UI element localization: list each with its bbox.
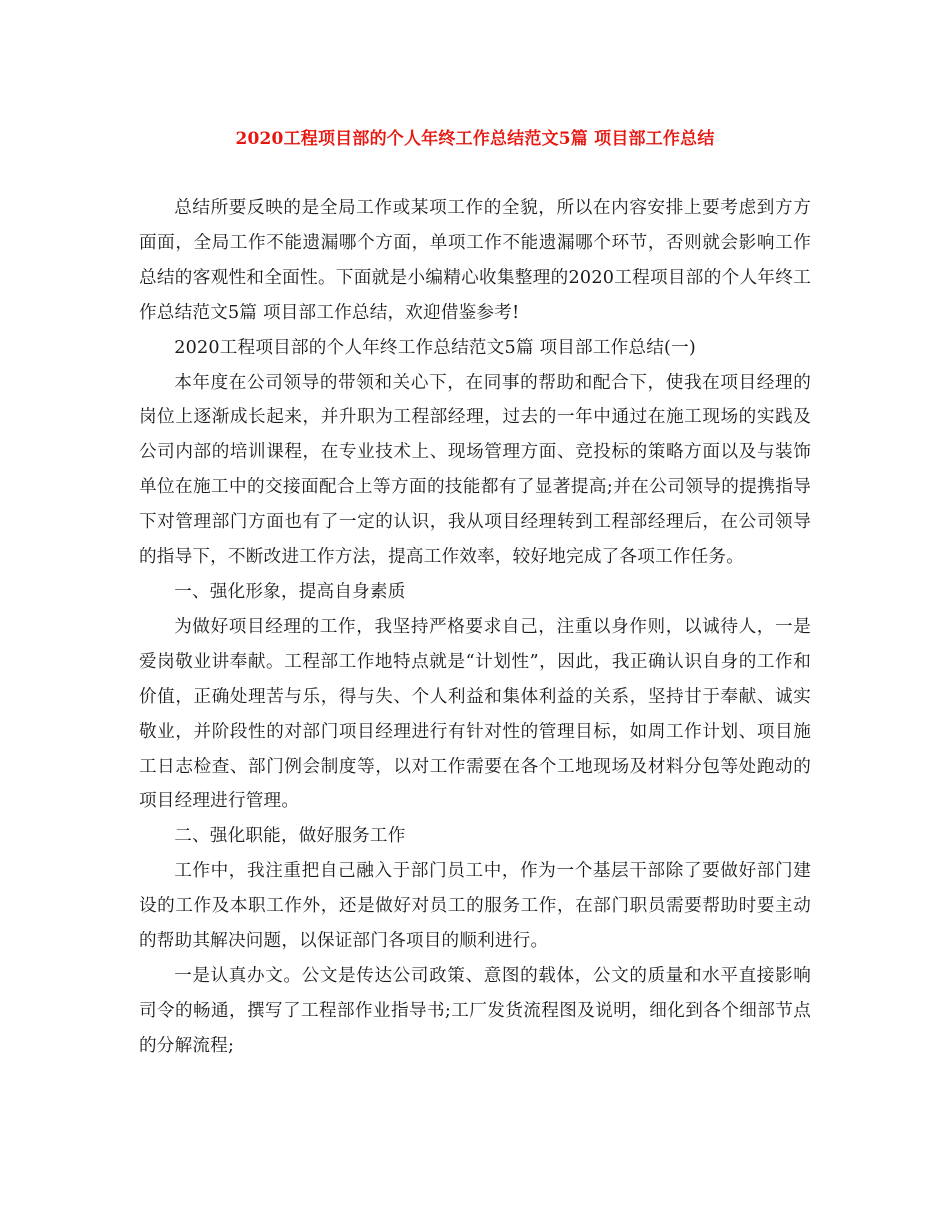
body-paragraph: 工作中，我注重把自己融入于部门员工中，作为一个基层干部除了要做好部门建设的工作及本职工作外，还是做好对员工的服务工作，在部门职员需要帮助时要主动的帮助其解决问题，以保证部门各项目的顺利进行。: [139, 861, 811, 952]
document-title: 2020工程项目部的个人年终工作总结范文5篇 项目部工作总结: [235, 129, 715, 149]
intro-paragraph: 总结所要反映的是全局工作或某项工作的全貌，所以在内容安排上要考虑到方方面面，全局工作不能遗漏哪个方面，单项工作不能遗漏哪个环节，否则就会影响工作总结的客观性和全面性。下面就是小编精心收集整理的2020工程项目部的个人年终工作总结范文5篇 项目部工作总结，欢迎借鉴参考!: [139, 198, 811, 323]
section-heading-part-one: 2020工程项目部的个人年终工作总结范文5篇 项目部工作总结(一): [174, 337, 696, 358]
subheading-strengthen-functions: 二、强化职能，做好服务工作: [174, 826, 406, 847]
body-paragraph: 为做好项目经理的工作，我坚持严格要求自己，注重以身作则，以诚待人，一是爱岗敬业讲奉献。工程部工作地特点就是“计划性”，因此，我正确认识自身的工作和价值，正确处理苦与乐，得与失、个人利益和集体利益的关系，坚持甘于奉献、诚实敬业，并阶段性的对部门项目经理进行有针对性的管理目标，如周工作计划、项目施工日志检查、部门例会制度等，以对工作需要在各个工地现场及材料分包等处跑动的项目经理进行管理。: [139, 616, 811, 812]
body-paragraph: 一是认真办文。公文是传达公司政策、意图的载体，公文的质量和水平直接影响司令的畅通，撰写了工程部作业指导书;工厂发货流程图及说明，细化到各个细部节点的分解流程;: [139, 965, 811, 1056]
subheading-strengthen-image: 一、强化形象，提高自身素质: [174, 581, 406, 602]
body-paragraph: 本年度在公司领导的带领和关心下，在同事的帮助和配合下，使我在项目经理的岗位上逐渐成长起来，并升职为工程部经理，过去的一年中通过在施工现场的实践及公司内部的培训课程，在专业技术上、现场管理方面、竞投标的策略方面以及与装饰单位在施工中的交接面配合上等方面的技能都有了显著提高;并在公司领导的提携指导下对管理部门方面也有了一定的认识，我从项目经理转到工程部经理后，在公司领导的指导下，不断改进工作方法，提高工作效率，较好地完成了各项工作任务。: [139, 372, 811, 568]
document-body: [139, 191, 811, 1064]
